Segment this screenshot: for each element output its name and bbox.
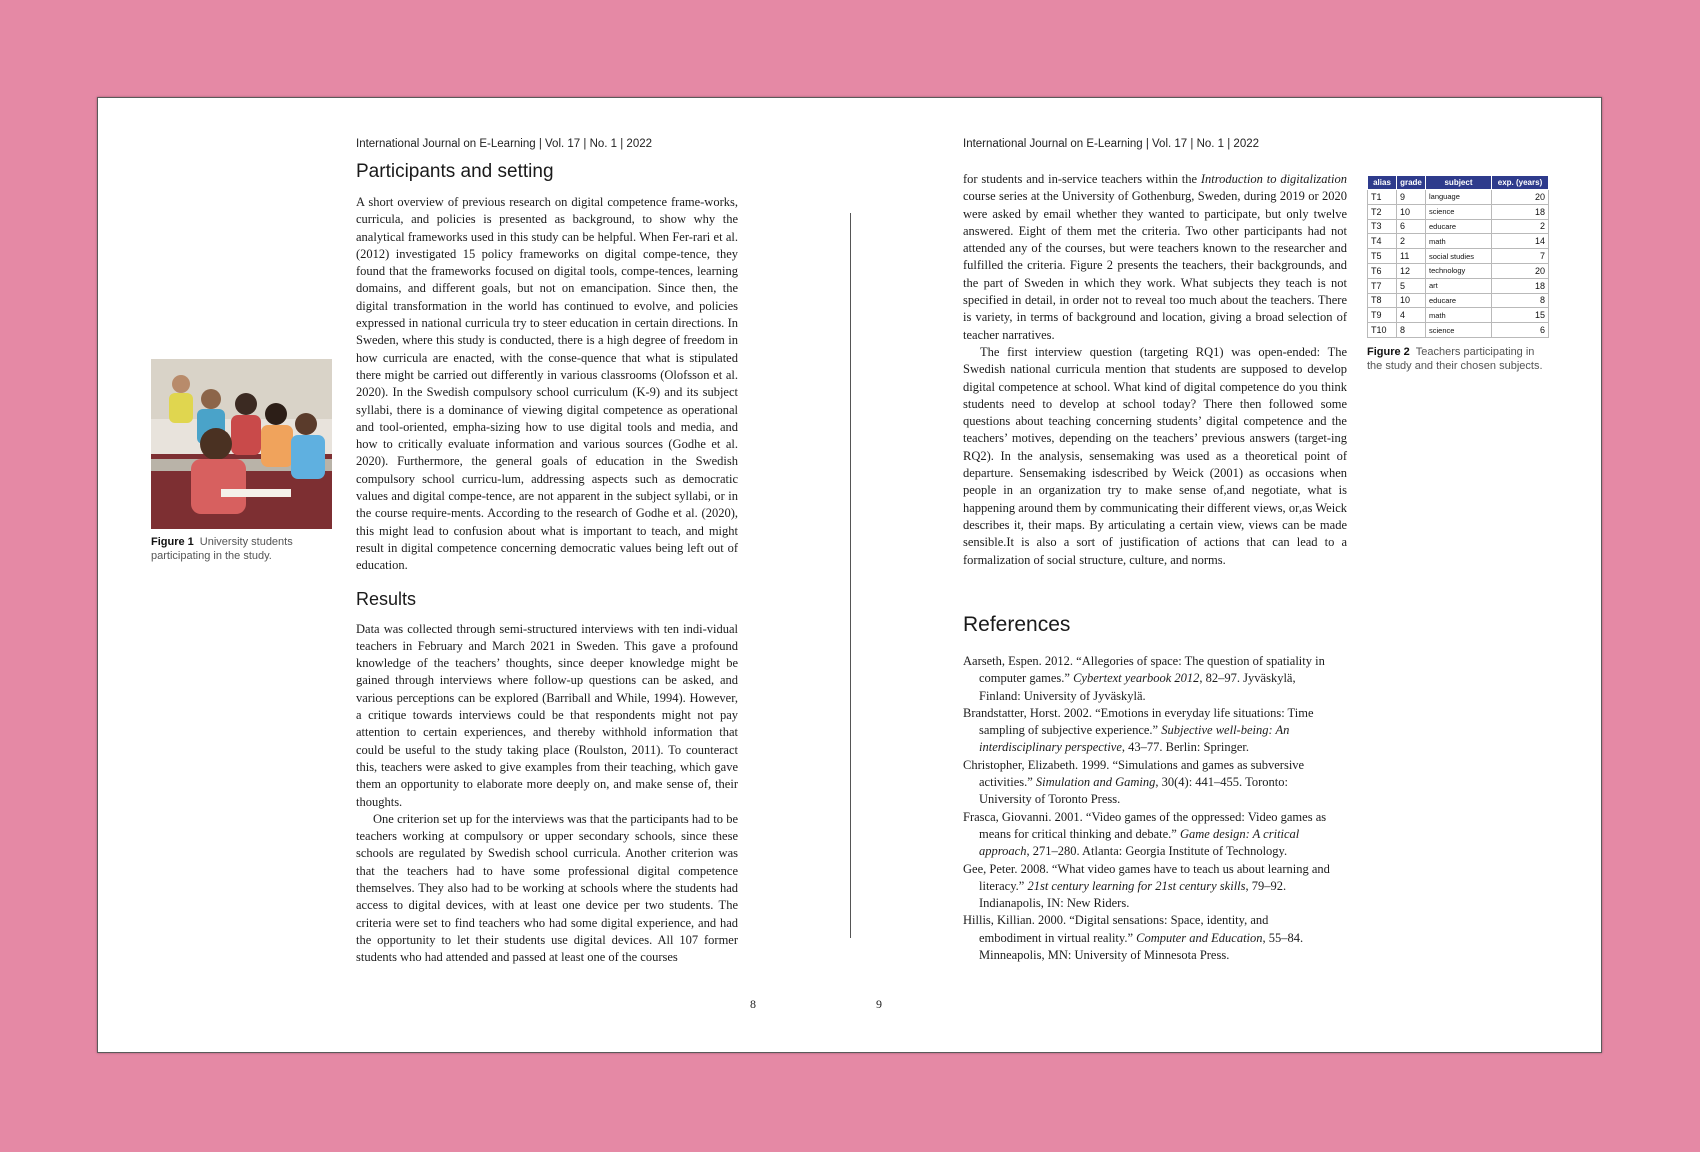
reference-publication: , 55–84. Minneapolis, MN: University of Minnesota Press.: [979, 930, 1304, 963]
th-alias: alias: [1368, 176, 1397, 190]
reference-publication: , 43–77. Berlin: Springer.: [1121, 740, 1249, 755]
table-row: [1368, 263, 1549, 278]
reference-source-title: Game design: A critical approach: [979, 826, 1300, 859]
cell-alias: T10: [1368, 323, 1397, 338]
cell-subject: technology: [1426, 263, 1492, 278]
cell-subject: science: [1426, 204, 1492, 219]
cell-experience: 7: [1492, 249, 1549, 264]
cell-alias: T6: [1368, 263, 1397, 278]
cell-alias: T9: [1368, 308, 1397, 323]
cell-subject: educare: [1426, 219, 1492, 234]
cell-experience: 14: [1492, 234, 1549, 249]
reference-text: Gee, Peter. 2008. “What video games have to teach us about learning and literacy.”: [963, 861, 1330, 893]
references-title: References: [963, 613, 1071, 636]
cell-alias: T5: [1368, 249, 1397, 264]
cell-alias: T7: [1368, 278, 1397, 293]
cell-grade: 11: [1397, 249, 1426, 264]
right-column: [963, 171, 1347, 569]
table-row: [1368, 249, 1549, 264]
reference-item: [963, 912, 1331, 964]
references-list: [963, 653, 1331, 964]
reference-source-title: Simulation and Gaming: [1035, 775, 1156, 790]
table-row: [1368, 278, 1549, 293]
cell-experience: 18: [1492, 278, 1549, 293]
left-column: [356, 160, 738, 966]
spine-divider: [850, 213, 851, 938]
th-grade: grade: [1397, 176, 1426, 190]
table-row: [1368, 293, 1549, 308]
figure1-photo: [151, 359, 332, 529]
section-title-results: Results: [356, 588, 417, 609]
cell-subject: social studies: [1426, 249, 1492, 264]
reference-source-title: 21st century learning for 21st century skills: [1027, 878, 1246, 893]
left-running-head: International Journal on E-Learning | Vol. 17 | No. 1 | 2022: [356, 138, 653, 150]
cell-subject: educare: [1426, 293, 1492, 308]
results-paragraph-2: One criterion set up for the interviews was that the participants had to be teachers working at compulsory or upper secondary schools, since these schools are regulated by Swedish school curricula. Another criterion was that the teachers had to have some professional digital competence themselves. They also had to be working at schools where the students had access to digital devices, with at least one device per two students. The criteria were set to find teachers who had some digital experience, and had the opportunity to let their students use digital devices. All 107 former students who had attended and passed at least one of the courses: [356, 811, 738, 965]
reference-source-title: Computer and Education: [1136, 930, 1263, 945]
figure2-label: Figure 2: [1367, 346, 1410, 358]
cell-experience: 2: [1492, 219, 1549, 234]
cell-grade: 4: [1397, 308, 1426, 323]
table-row: [1368, 323, 1549, 338]
reference-publication: , 82–97. Jyväskylä, Finland: University of Jyväskylä.: [979, 671, 1296, 703]
right-p1-text-b: course series at the University of Gothenburg, Sweden, during 2019 or 2020 were asked by email whether they wanted to participate, but only twelve answered. Eight of them met the criteria. Two other participants had not attended any of the courses, but were teachers known to the researcher and fulfilled the criteria. Figure 2 presents the teachers, their backgrounds, and the part of Sweden in which they work. What subjects they teach is not specified in detail, in order not to reveal too much about the teachers. There is variety, in terms of background and location, giving a broad selection of teacher narratives.: [963, 189, 1347, 342]
reference-publication: , 79–92. Indianapolis, IN: New Riders.: [979, 878, 1287, 911]
table-header-row: [1368, 176, 1549, 190]
journal-spread: [97, 97, 1602, 1053]
table-row: [1368, 308, 1549, 323]
cell-experience: 6: [1492, 323, 1549, 338]
results-paragraph-1: Data was collected through semi-structured interviews with ten indi-vidual teachers in February and March 2021 in Sweden. This gave a profound knowledge of the teachers’ thoughts, since deeper knowledge might be gained through interviews where follow-up questions can be asked, and various perceptions can be explored (Barriball and While, 1994). However, a critique towards interviews could be that respondents might not pay attention to certain experiences, and thereby withhold information that could be useful to the study taking place (Roulston, 2011). To counteract this, teachers were asked to give examples from their teaching, which gave them an opportunity to elaborate more deeply on, and make sense of, their thoughts.: [356, 621, 738, 809]
figure1-caption-text: University students participating in the study.: [151, 536, 293, 562]
reference-text: Hillis, Killian. 2000. “Digital sensations: Space, identity, and embodiment in virtual reality.”: [963, 913, 1269, 945]
reference-item: [963, 861, 1331, 913]
th-subject: subject: [1426, 176, 1492, 190]
reference-item: [963, 653, 1331, 705]
cell-alias: T8: [1368, 293, 1397, 308]
th-experience: exp. (years): [1492, 176, 1549, 190]
reference-item: [963, 757, 1331, 809]
reference-text: Brandstatter, Horst. 2002. “Emotions in everyday life situations: Time sampling of subjective experience.”: [963, 705, 1314, 738]
right-p1-text-a: for students and in-service teachers within the: [963, 172, 1201, 186]
reference-text: Aarseth, Espen. 2012. “Allegories of space: The question of spatiality in computer games.”: [963, 654, 1325, 686]
left-page-number: 8: [750, 997, 756, 1011]
cell-experience: 15: [1492, 308, 1549, 323]
right-page-number: 9: [876, 997, 882, 1011]
figure2-caption: [1367, 345, 1552, 373]
reference-publication: , 271–280. Atlanta: Georgia Institute of Technology.: [1026, 844, 1288, 859]
cell-experience: 20: [1492, 190, 1549, 205]
participants-paragraph: A short overview of previous research on digital competence frame-works, curricula, and policies is presented as background, to show why the analytical frameworks used in this study can be helpful. When Fer-rari et al. (2012) investigated 15 policy frameworks on digital compe-tence, they found that the frameworks focused on digital tools, compe-tences, learning domains, and different goals, but not on emancipation. Since then, the digital transformation in the world has continued to evolve, and policies expressed in national curricula try to steer education in certain directions. In Sweden, where this study is conducted, there is a high degree of freedom in how curricula are enacted, with the conse-quence that what is stipulated there might be carried out differently in various classrooms (Olofsson et al. 2020). In the Swedish compulsory school curriculum (K-9) and its subject syllabi, there is a dominance of viewing digital competence as operational and tool-oriented, empha-sizing how to use digital tools and media, and how to critically evaluate information and various sources (Godhe et al. 2020). Furthermore, the general goals of education in the Swedish compulsory school curricu-lum, addressing aspects such as democratic values and digital compe-tence, are not apparent in the subject syllabi, or in the course require-ments. According to the research of Godhe et al. (2020), this might lead to confusion about what is important to teach, and might result in digital competence concerning democratic values being left out of education.: [356, 195, 738, 573]
cell-grade: 6: [1397, 219, 1426, 234]
cell-grade: 10: [1397, 204, 1426, 219]
cell-grade: 12: [1397, 263, 1426, 278]
right-paragraph-2: The first interview question (targeting RQ1) was open-ended: The Swedish national curricula mention that students are supposed to develop digital competence at school. What kind of digital competence do you think students need to develop at school today? There then followed some questions about teaching concerning students’ digital competence and the teachers’ motives, depending on the teachers’ previous answers (target-ing RQ2). In the analysis, sensemaking was used as a theoretical point of departure. Sensemaking isdescribed by Weick (2001) as occasions when people in an organization try to make sense of,and negotiate, what is happening around them by communicating their different views, or,as Weick describes it, their maps. By articulating a certain view, views can be made sensible.It is also a sort of justification of actions that can lead to a formalization of social structure, culture, and norms.: [963, 344, 1347, 567]
reference-text: Frasca, Giovanni. 2001. “Video games of the oppressed: Video games as means for critical thinking and debate.”: [963, 809, 1327, 841]
reference-text: Christopher, Elizabeth. 1999. “Simulations and games as subversive activities.”: [963, 757, 1305, 790]
right-paragraph-1: [963, 171, 1347, 344]
cell-subject: art: [1426, 278, 1492, 293]
table-row: [1368, 204, 1549, 219]
cell-alias: T2: [1368, 204, 1397, 219]
students-photo-illustration: [151, 359, 332, 529]
cell-grade: 10: [1397, 293, 1426, 308]
figure2-caption-text: Teachers participating in the study and their chosen subjects.: [1367, 346, 1543, 372]
cell-subject: language: [1426, 190, 1492, 205]
cell-experience: 18: [1492, 204, 1549, 219]
reference-item: [963, 809, 1331, 861]
figure2-table: [1367, 175, 1549, 338]
cell-grade: 5: [1397, 278, 1426, 293]
reference-source-title: Subjective well-being: An interdisciplinary perspective: [979, 723, 1290, 755]
right-p1-course-title: Introduction to digitalization: [1200, 172, 1347, 186]
cell-alias: T1: [1368, 190, 1397, 205]
cell-subject: math: [1426, 308, 1492, 323]
cell-experience: 8: [1492, 293, 1549, 308]
cell-experience: 20: [1492, 263, 1549, 278]
cell-grade: 8: [1397, 323, 1426, 338]
cell-grade: 2: [1397, 234, 1426, 249]
figure1-label: Figure 1: [151, 536, 194, 548]
cell-alias: T4: [1368, 234, 1397, 249]
table-row: [1368, 219, 1549, 234]
cell-subject: math: [1426, 234, 1492, 249]
figure1-caption: [151, 535, 326, 563]
reference-publication: , 30(4): 441–455. Toronto: University of Toronto Press.: [979, 775, 1288, 807]
cell-subject: science: [1426, 323, 1492, 338]
cell-alias: T3: [1368, 219, 1397, 234]
reference-item: [963, 705, 1331, 757]
section-title-participants: Participants and setting: [356, 161, 554, 182]
table-row: [1368, 234, 1549, 249]
right-running-head: International Journal on E-Learning | Vol. 17 | No. 1 | 2022: [963, 138, 1260, 150]
table-row: [1368, 190, 1549, 205]
reference-source-title: Cybertext yearbook 2012: [1073, 671, 1200, 686]
cell-grade: 9: [1397, 190, 1426, 205]
